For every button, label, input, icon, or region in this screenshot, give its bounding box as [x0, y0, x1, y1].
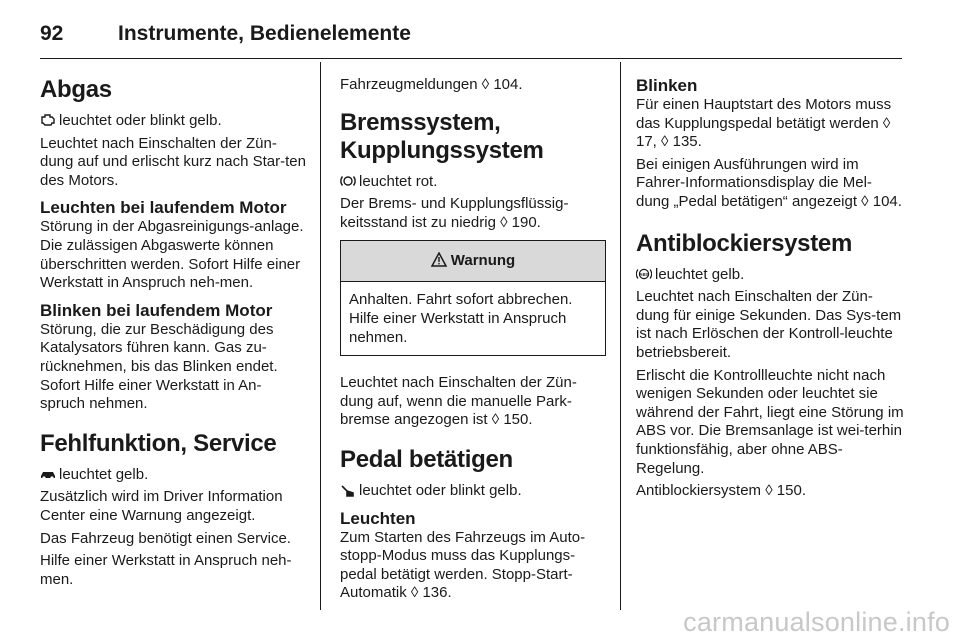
column-divider [320, 62, 321, 610]
engine-icon [40, 113, 56, 127]
abs-paragraph-2: Erlischt die Kontrollleuchte nicht nach wenigen Sekunden oder leuchtet sie während der Fahrt, liegt eine Störung im ABS vor. Die Bremsanlage ist wei-terhin funktionsfähig, aber ohne ABS-Regelung. [636, 366, 904, 477]
fehlfunktion-paragraph-2: Das Fahrzeug benötigt einen Service. [40, 529, 291, 547]
leuchten-paragraph: Störung in der Abgasreinigungs-anlage. Die zulässigen Abgaswerte können überschritten werden. Sofort Hilfe einer Werkstatt in Anspruch neh-men. [40, 218, 304, 292]
pedal-indicator-line: leuchtet oder blinkt gelb. [340, 482, 606, 501]
abgas-indicator-line: leuchtet oder blinkt gelb. [40, 112, 306, 131]
section-title-blinken: Blinken bei laufendem Motor [40, 300, 273, 320]
service-car-icon [40, 467, 56, 481]
column-divider [620, 62, 621, 610]
column-2 [340, 62, 606, 607]
section-title-fehlfunktion: Fehlfunktion, Service [40, 429, 277, 457]
warning-header [341, 241, 605, 282]
brake-icon [340, 174, 356, 188]
svg-text:ABS: ABS [639, 271, 649, 277]
fehlfunktion-paragraph-1: Zusätzlich wird im Driver Information Center eine Warnung angezeigt. [40, 488, 283, 524]
abs-paragraph-1: Leuchtet nach Einschalten der Zün-dung für einige Sekunden. Das Sys-tem ist nach Erlöschen der Kontroll-leuchte betriebsbereit. [636, 288, 902, 361]
parkbremse-paragraph: Leuchtet nach Einschalten der Zün-dung auf, wenn die manuelle Park-bremse angezogen ist ◊ 150. [340, 374, 577, 429]
pedal-leuchten-paragraph: Zum Starten des Fahrzeugs im Auto-stopp-Modus muss das Kupplungs-pedal betätigt werden. Stopp-Start-Automatik ◊ 136. [340, 528, 586, 602]
warning-box [340, 240, 606, 356]
column-1 [40, 62, 306, 593]
section-title-pedal-leuchten: Leuchten [340, 508, 416, 528]
page-header [40, 14, 902, 59]
section-title-pedal: Pedal betätigen [340, 445, 513, 473]
fahrzeugmeldungen-reference: Fahrzeugmeldungen ◊ 104. [340, 76, 523, 93]
warning-label: Warnung [450, 252, 516, 270]
section-title-blinken-col3: Blinken [636, 76, 698, 95]
brems-indicator-line: leuchtet rot. [340, 173, 606, 192]
abs-indicator-line: ABS leuchtet gelb. [636, 266, 904, 285]
section-title-leuchten: Leuchten bei laufendem Motor [40, 198, 287, 218]
blinken-paragraph: Störung, die zur Beschädigung des Katalysators führen kann. Gas zu-rücknehmen, bis das Blinken endet. Sofort Hilfe einer Werkstatt in An-spruch nehmen. [40, 320, 278, 413]
section-title-bremssystem: Bremssystem, Kupplungssystem [340, 108, 544, 164]
abs-icon [636, 267, 652, 281]
column-3 [636, 62, 904, 505]
page-number: 92 [40, 22, 64, 45]
section-title-abs: Antiblockiersystem [636, 229, 853, 257]
brems-paragraph: Der Brems- und Kupplungsflüssig-keitsstand ist zu niedrig ◊ 190. [340, 195, 569, 231]
blinken-col3-paragraph-1: Für einen Hauptstart des Motors muss das Kupplungspedal betätigt werden ◊ 17, ◊ 135. [636, 96, 892, 151]
abs-reference: Antiblockiersystem ◊ 150. [636, 482, 806, 500]
section-title-abgas: Abgas [40, 76, 112, 103]
watermark: carmanualsonline.info [683, 607, 950, 637]
abgas-paragraph: Leuchtet nach Einschalten der Zün-dung auf und erlischt kurz nach Star-ten des Motors. [40, 134, 306, 189]
blinken-col3-paragraph-2: Bei einigen Ausführungen wird im Fahrer-Informationsdisplay die Mel-dung „Pedal betätigen“ angezeigt ◊ 104. [636, 155, 902, 210]
page-title: Instrumente, Bedienelemente [118, 22, 411, 45]
clutch-pedal-icon [340, 483, 356, 497]
fehlfunktion-indicator-line: leuchtet gelb. [40, 466, 306, 485]
warning-triangle-icon [431, 243, 447, 283]
fehlfunktion-paragraph-3: Hilfe einer Werkstatt in Anspruch neh-men. [40, 552, 292, 588]
warning-text: Anhalten. Fahrt sofort abbrechen. Hilfe einer Werkstatt in Anspruch nehmen. [349, 291, 573, 346]
